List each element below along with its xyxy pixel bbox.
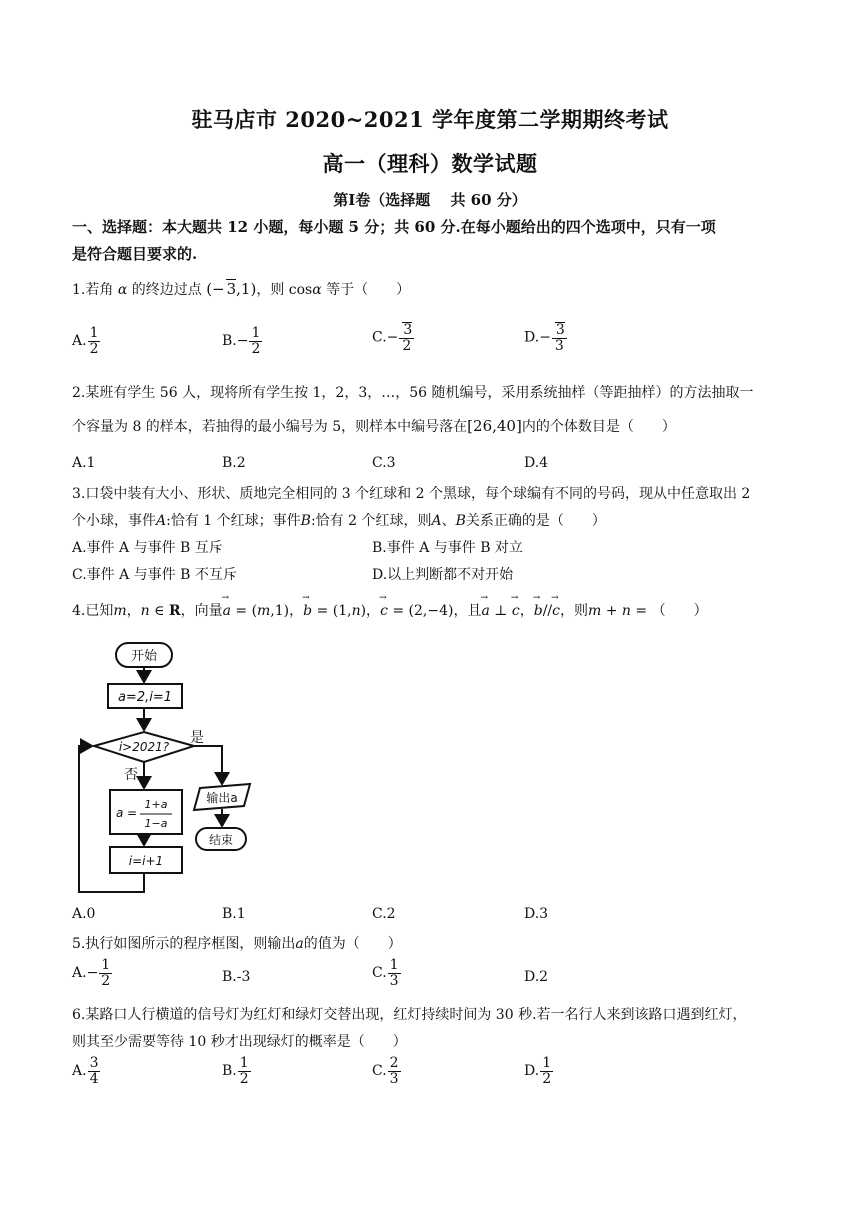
q4-option-b: B.1 — [222, 906, 246, 922]
condition-label: i>2021? — [118, 740, 170, 754]
q1-option-c: C.− $\frac{3}{2}$ — [372, 322, 413, 354]
q1-post: 等于（ ） — [326, 282, 411, 298]
section-instructions-line2: 是符合题目要求的. — [72, 245, 198, 263]
assign-denominator: 1−a — [144, 817, 168, 830]
exam-subtitle: 高一（理科）数学试题 — [322, 151, 538, 176]
end-label: 结束 — [208, 833, 234, 847]
q5-option-c: C. $\frac{1}{3}$ — [372, 957, 399, 989]
assign-numerator: 1+a — [144, 798, 168, 811]
q5-option-a: A.− $\frac{1}{2}$ — [72, 957, 111, 989]
question-2-line1: 2.某班有学生 56 人，现将所有学生按 1，2，3，…，56 随机编号，采用系统抽样（等距抽样）的方法抽取一 — [72, 385, 754, 401]
yes-label: 是 — [190, 730, 204, 746]
q4-option-c: C.2 — [372, 906, 396, 922]
question-1 — [72, 279, 410, 299]
q6-option-a: A. $\frac{3}{4}$ — [72, 1055, 99, 1087]
volume-heading: 第Ⅰ卷（选择题 共 60 分） — [333, 191, 527, 209]
q1-mid2: ，则 — [256, 282, 285, 298]
q6-option-d: D. $\frac{1}{2}$ — [524, 1055, 552, 1087]
q3-option-c: C.事件 A 与事件 B 不互斥 — [72, 567, 237, 583]
q1-mid1: 的终边过点 — [131, 282, 202, 298]
q2-interval: [26,40] — [467, 417, 522, 435]
question-6-line1: 6.某路口人行横道的信号灯为红灯和绿灯交替出现，红灯持续时间为 30 秒.若一名行人来到该路口遇到红灯， — [72, 1007, 747, 1023]
q1-option-b: B.− $\frac{1}{2}$ — [222, 325, 261, 357]
q4-option-d: D.3 — [524, 906, 549, 922]
section-instructions-line1: 一、选择题：本大题共 12 小题，每小题 5 分；共 60 分.在每小题给出的四个选项中，只有一项 — [72, 218, 716, 236]
q5-option-b: B.-3 — [222, 969, 251, 985]
question-5: 5.执行如图所示的程序框图，则输出a的值为（ ） — [72, 936, 402, 952]
init-label: a=2,i=1 — [117, 690, 173, 705]
start-label: 开始 — [130, 649, 158, 664]
no-label: 否 — [124, 767, 138, 783]
question-6-line2: 则其至少需要等待 10 秒才出现绿灯的概率是（ ） — [72, 1034, 407, 1050]
increment-label: i=i+1 — [128, 854, 164, 868]
q1-point: (− 3,1) — [206, 280, 257, 298]
q2-option-d: D.4 — [524, 455, 549, 471]
q3-option-a: A.事件 A 与事件 B 互斥 — [72, 540, 223, 556]
q3-option-d: D.以上判断都不对开始 — [372, 567, 514, 583]
assign-lhs: a = — [116, 806, 138, 820]
alpha-symbol: α — [117, 282, 128, 298]
question-3-line1: 3.口袋中装有大小、形状、质地完全相同的 3 个红球和 2 个黑球，每个球编有不同的号码，现从中任意取出 2 — [72, 486, 751, 502]
q2-option-c: C.3 — [372, 455, 396, 471]
q6-option-c: C. $\frac{2}{3}$ — [372, 1055, 399, 1087]
q2-option-a: A.1 — [72, 455, 96, 471]
output-label: 输出a — [206, 791, 238, 805]
q2-option-b: B.2 — [222, 455, 246, 471]
q3-option-b: B.事件 A 与事件 B 对立 — [372, 540, 523, 556]
exam-title: 驻马店市 2020~2021 学年度第二学期期终考试 — [191, 107, 669, 132]
question-3-line2: 个小球，事件A:恰有 1 个红球；事件B:恰有 2 个红球，则A、B关系正确的是（ ） — [72, 513, 606, 529]
q1-pre: 1.若角 — [72, 282, 114, 298]
q1-option-a: A. $\frac{1}{2}$ — [72, 325, 99, 357]
question-2-line2: 个容量为 8 的样本，若抽得的最小编号为 5，则样本中编号落在[26,40]内的个体数目是（ ） — [72, 417, 676, 435]
q1-cos: cosα — [288, 282, 322, 298]
program-flowchart — [72, 636, 262, 898]
q6-option-b: B. $\frac{1}{2}$ — [222, 1055, 249, 1087]
q1-option-d: D.− $\frac{3}{3}$ — [524, 322, 565, 354]
q4-option-a: A.0 — [72, 906, 96, 922]
q5-option-d: D.2 — [524, 969, 549, 985]
question-4: 4.已知m，n ∈ R，向量→ a = (m,1)，→ b = (1,n)，→ c = (2,−4)，且→ a ⊥ → c，→ b//→ c，则m + n = （ ） — [72, 600, 708, 620]
